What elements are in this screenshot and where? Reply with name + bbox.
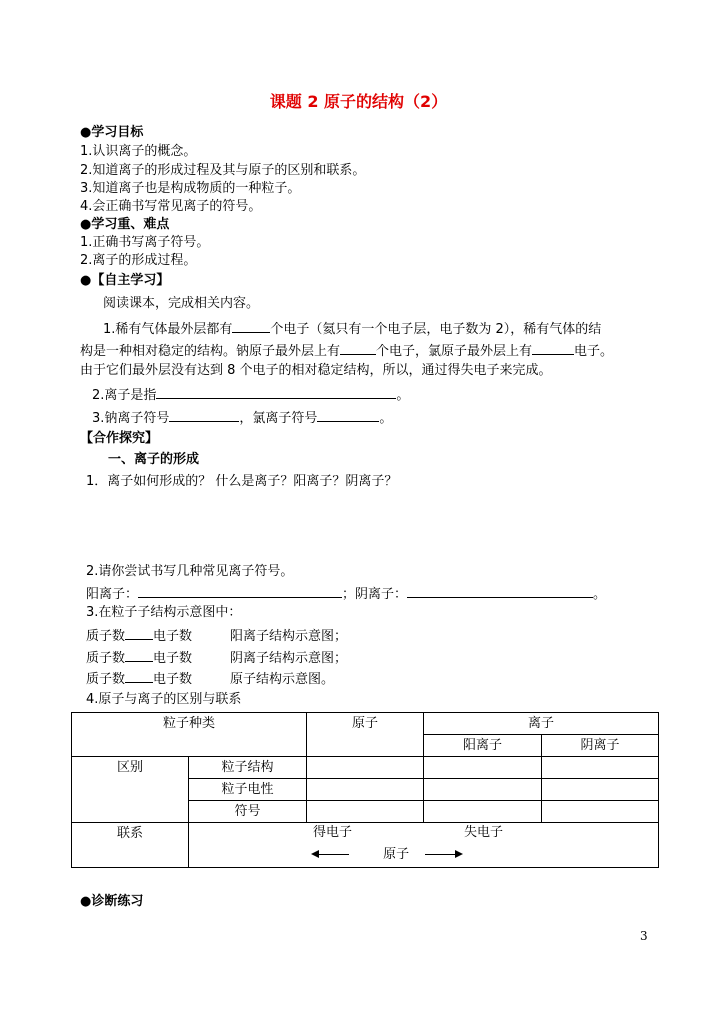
q1-blank-sodium[interactable] bbox=[340, 342, 376, 355]
q1-text-c: 构是一种相对稳定的结构。钠原子最外层上有 bbox=[80, 344, 341, 359]
end-period: 。 bbox=[593, 587, 607, 602]
connection-atom-label: 原子 bbox=[383, 847, 410, 862]
q3-blank-sodium-ion[interactable] bbox=[169, 409, 239, 422]
q3-text-b: ，氯离子符号 bbox=[239, 411, 318, 426]
q1-blank-outer-electrons[interactable] bbox=[232, 320, 270, 333]
row-symbol-label: 符号 bbox=[189, 801, 307, 823]
connection-cell[interactable] bbox=[189, 823, 659, 868]
diagram-type-label: 阴离子结构示意图； bbox=[230, 651, 348, 666]
table-cell[interactable] bbox=[307, 757, 424, 779]
table-cell[interactable] bbox=[424, 801, 542, 823]
proton-label: 质子数 bbox=[86, 672, 126, 687]
goal-item: 2.知道离子的形成过程及其与原子的区别和联系。 bbox=[80, 163, 366, 178]
table-cell[interactable] bbox=[307, 801, 424, 823]
table-cell[interactable] bbox=[542, 801, 659, 823]
table-cell[interactable] bbox=[424, 757, 542, 779]
goals-heading: ●学习目标 bbox=[80, 125, 144, 140]
key-points-heading: ●学习重、难点 bbox=[80, 217, 170, 232]
q2-text-b: 。 bbox=[396, 388, 410, 403]
table-cell[interactable] bbox=[542, 757, 659, 779]
page-title: 课题 2 原子的结构（2） bbox=[269, 92, 448, 111]
anion-blank[interactable] bbox=[407, 585, 593, 598]
q1-blank-chlorine[interactable] bbox=[532, 342, 574, 355]
header-particle-type: 粒子种类 bbox=[72, 713, 307, 757]
q1-text-b: 个电子（氦只有一个电子层，电子数为 2），稀有气体的结 bbox=[270, 322, 602, 337]
structure-row bbox=[86, 627, 347, 645]
goal-item: 3.知道离子也是构成物质的一种粒子。 bbox=[80, 181, 301, 196]
arrow-left-icon bbox=[313, 854, 349, 855]
coop-heading: 【合作探究】 bbox=[80, 431, 159, 446]
cation-label: 阳离子： bbox=[86, 587, 139, 602]
diagnosis-heading: ●诊断练习 bbox=[80, 894, 144, 909]
table-cell[interactable] bbox=[307, 779, 424, 801]
row-connection-label: 联系 bbox=[72, 823, 189, 868]
structure-row bbox=[86, 649, 347, 667]
connection-diagram bbox=[313, 847, 461, 863]
q2-blank-ion-definition[interactable] bbox=[156, 386, 396, 399]
q1-text-e: 电子。 bbox=[574, 344, 614, 359]
key-point-item: 1.正确书写离子符号。 bbox=[80, 235, 210, 250]
header-atom: 原子 bbox=[307, 713, 424, 757]
electron-label: 电子数 bbox=[153, 629, 193, 644]
lose-electron-label: 失电子 bbox=[464, 825, 504, 840]
electron-label: 电子数 bbox=[153, 672, 193, 687]
proton-label: 质子数 bbox=[86, 651, 126, 666]
compare-blank[interactable] bbox=[125, 627, 153, 640]
proton-label: 质子数 bbox=[86, 629, 126, 644]
coop-q4: 4.原子与离子的区别与联系 bbox=[86, 692, 242, 707]
self-study-heading: ●【自主学习】 bbox=[80, 273, 170, 288]
q1-text-d: 个电子，氯原子最外层上有 bbox=[376, 344, 533, 359]
key-point-item: 2.离子的形成过程。 bbox=[80, 253, 197, 268]
compare-blank[interactable] bbox=[125, 649, 153, 662]
goal-item: 4.会正确书写常见离子的符号。 bbox=[80, 199, 262, 214]
q2-text-a: 2.离子是指 bbox=[92, 388, 157, 403]
coop-q1: 1．离子如何形成的？ 什么是离子？阳离子？阴离子？ bbox=[86, 474, 398, 489]
header-cation: 阳离子 bbox=[424, 735, 542, 757]
diagram-type-label: 原子结构示意图。 bbox=[230, 672, 335, 687]
atom-ion-comparison-table bbox=[71, 712, 659, 868]
coop-q3: 3.在粒子子结构示意图中： bbox=[86, 605, 242, 620]
header-anion: 阴离子 bbox=[542, 735, 659, 757]
arrow-right-icon bbox=[425, 854, 461, 855]
electron-label: 电子数 bbox=[153, 651, 193, 666]
q1-text-a: 1.稀有气体最外层都有 bbox=[103, 322, 233, 337]
self-study-q1-line3: 由于它们最外层没有达到 8 个电子的相对稳定结构，所以，通过得失电子来完成。 bbox=[80, 363, 552, 378]
goal-item: 1.认识离子的概念。 bbox=[80, 144, 197, 159]
gain-electron-label: 得电子 bbox=[313, 825, 353, 840]
header-ion: 离子 bbox=[424, 713, 659, 735]
page-number: 3 bbox=[640, 929, 648, 943]
cation-blank[interactable] bbox=[138, 585, 342, 598]
self-study-q1-line2 bbox=[80, 342, 613, 360]
q3-text-c: 。 bbox=[379, 411, 393, 426]
coop-ion-symbols-line bbox=[86, 585, 606, 603]
row-difference-label: 区别 bbox=[72, 757, 189, 823]
q3-text-a: 3.钠离子符号 bbox=[92, 411, 170, 426]
table-cell[interactable] bbox=[424, 779, 542, 801]
structure-row bbox=[86, 670, 334, 688]
self-study-q2 bbox=[92, 386, 409, 404]
coop-sub-heading: 一、离子的形成 bbox=[108, 452, 200, 467]
q3-blank-chloride-ion[interactable] bbox=[317, 409, 379, 422]
self-study-q1-line1 bbox=[103, 320, 601, 338]
self-study-intro: 阅读课本，完成相关内容。 bbox=[103, 296, 260, 311]
compare-blank[interactable] bbox=[125, 670, 153, 683]
coop-q2: 2.请你尝试书写几种常见离子符号。 bbox=[86, 564, 294, 579]
anion-label: ；阴离子： bbox=[342, 587, 408, 602]
self-study-q3 bbox=[92, 409, 392, 427]
table-cell[interactable] bbox=[542, 779, 659, 801]
row-structure-label: 粒子结构 bbox=[189, 757, 307, 779]
diagram-type-label: 阳离子结构示意图； bbox=[230, 629, 348, 644]
row-charge-label: 粒子电性 bbox=[189, 779, 307, 801]
